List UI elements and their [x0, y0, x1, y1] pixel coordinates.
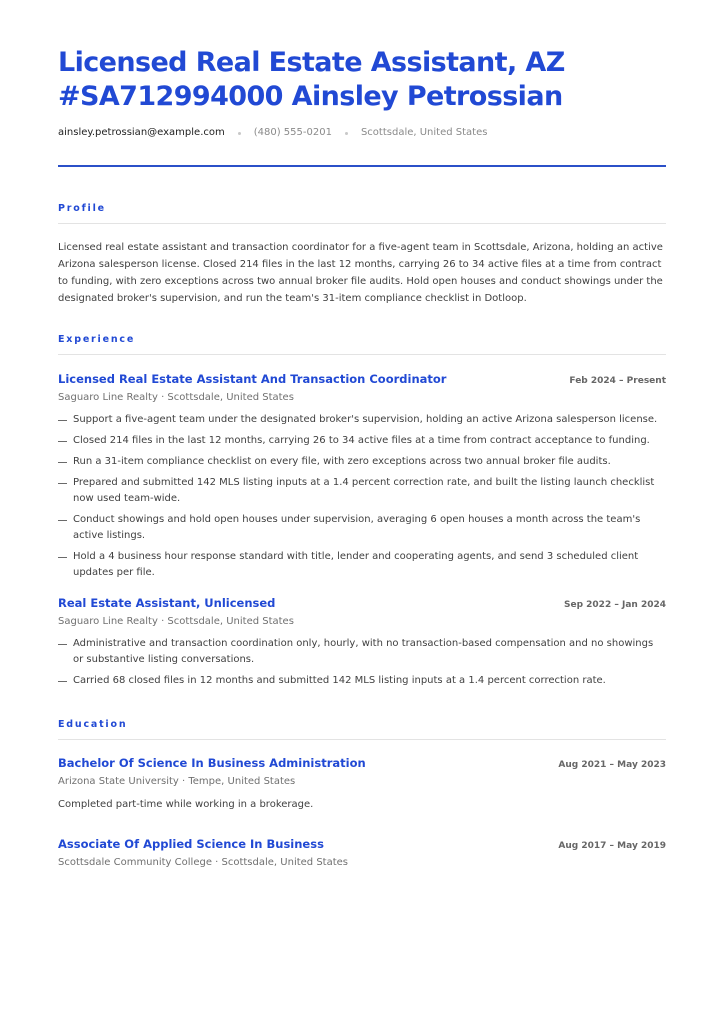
email-link[interactable]: ainsley.petrossian@example.com [58, 127, 225, 138]
degree-title: Associate Of Applied Science In Business [58, 837, 324, 851]
separator-dot [345, 132, 348, 135]
dash-icon [58, 420, 67, 421]
bullet-text: Conduct showings and hold open houses under supervision, averaging 6 open houses a month across the team's active listings. [73, 514, 641, 541]
list-item [58, 549, 666, 581]
experience-entry [58, 371, 666, 581]
education-entry [58, 836, 666, 870]
experience-entry [58, 595, 666, 689]
list-item [58, 454, 666, 470]
bullet-text: Prepared and submitted 142 MLS listing inputs at a 1.4 percent correction rate, and built the listing launch checklist now used team-wide. [73, 477, 655, 504]
list-item [58, 636, 666, 668]
job-dates: Feb 2024 – Present [569, 376, 666, 386]
dash-icon [58, 483, 67, 484]
bullet-text: Closed 214 files in the last 12 months, carrying 26 to 34 active files at a time from contract acceptance to funding. [73, 435, 650, 446]
list-item [58, 673, 666, 689]
dash-icon [58, 520, 67, 521]
contact-line [58, 126, 666, 140]
bullet-text: Support a five-agent team under the designated broker's supervision, holding an active Arizona salesperson license. [73, 414, 658, 425]
education-dates: Aug 2021 – May 2023 [558, 760, 666, 770]
resume-page [58, 0, 666, 870]
dash-icon [58, 441, 67, 442]
dash-icon [58, 462, 67, 463]
list-item [58, 433, 666, 449]
separator-dot [238, 132, 241, 135]
job-bullets [58, 412, 666, 581]
header-divider [58, 165, 666, 167]
section-divider [58, 739, 666, 740]
list-item [58, 512, 666, 544]
dash-icon [58, 644, 67, 645]
bullet-text: Administrative and transaction coordination only, hourly, with no transaction-based compensation and no showings or substantive listing conversations. [73, 638, 654, 665]
profile-summary: Licensed real estate assistant and transaction coordinator for a five-agent team in Scottsdale, Arizona, holding an active Arizona salesperson license. Closed 214 files in the last 12 months, carrying 26 to 34 active files at a time from contract to funding, with zero exceptions across two annual broker file audits. Hold open houses and conduct showings under the designated broker's supervision, and run the team's 31-item compliance checklist in Dotloop. [58, 242, 663, 304]
dash-icon [58, 681, 67, 682]
bullet-text: Run a 31-item compliance checklist on every file, with zero exceptions across two annual broker file audits. [73, 456, 611, 467]
job-title: Licensed Real Estate Assistant And Transaction Coordinator [58, 372, 447, 386]
list-item [58, 475, 666, 507]
section-heading-profile: Profile [58, 203, 106, 214]
job-title: Real Estate Assistant, Unlicensed [58, 596, 276, 610]
education-note: Completed part-time while working in a brokerage. [58, 799, 314, 810]
section-divider [58, 354, 666, 355]
location-text: Scottsdale, United States [360, 127, 488, 138]
section-heading-education: Education [58, 719, 128, 730]
section-divider [58, 223, 666, 224]
employer-location: Saguaro Line Realty · Scottsdale, United States [58, 616, 294, 627]
employer-location: Saguaro Line Realty · Scottsdale, United States [58, 392, 294, 403]
degree-title: Bachelor Of Science In Business Administration [58, 756, 366, 770]
section-heading-experience: Experience [58, 334, 136, 345]
school-location: Arizona State University · Tempe, United States [58, 776, 296, 787]
page-title: Licensed Real Estate Assistant, AZ #SA712994000 Ainsley Petrossian [58, 47, 565, 112]
phone-text: (480) 555-0201 [253, 127, 332, 138]
bullet-text: Carried 68 closed files in 12 months and submitted 142 MLS listing inputs at a 1.4 percent correction rate. [73, 675, 606, 686]
dash-icon [58, 557, 67, 558]
education-dates: Aug 2017 – May 2019 [558, 841, 666, 851]
education-entry [58, 755, 666, 812]
bullet-text: Hold a 4 business hour response standard with title, lender and cooperating agents, and send 3 scheduled client updates per file. [73, 551, 639, 578]
school-location: Scottsdale Community College · Scottsdale, United States [58, 857, 348, 868]
job-dates: Sep 2022 – Jan 2024 [564, 600, 666, 610]
list-item [58, 412, 666, 428]
job-bullets [58, 636, 666, 689]
